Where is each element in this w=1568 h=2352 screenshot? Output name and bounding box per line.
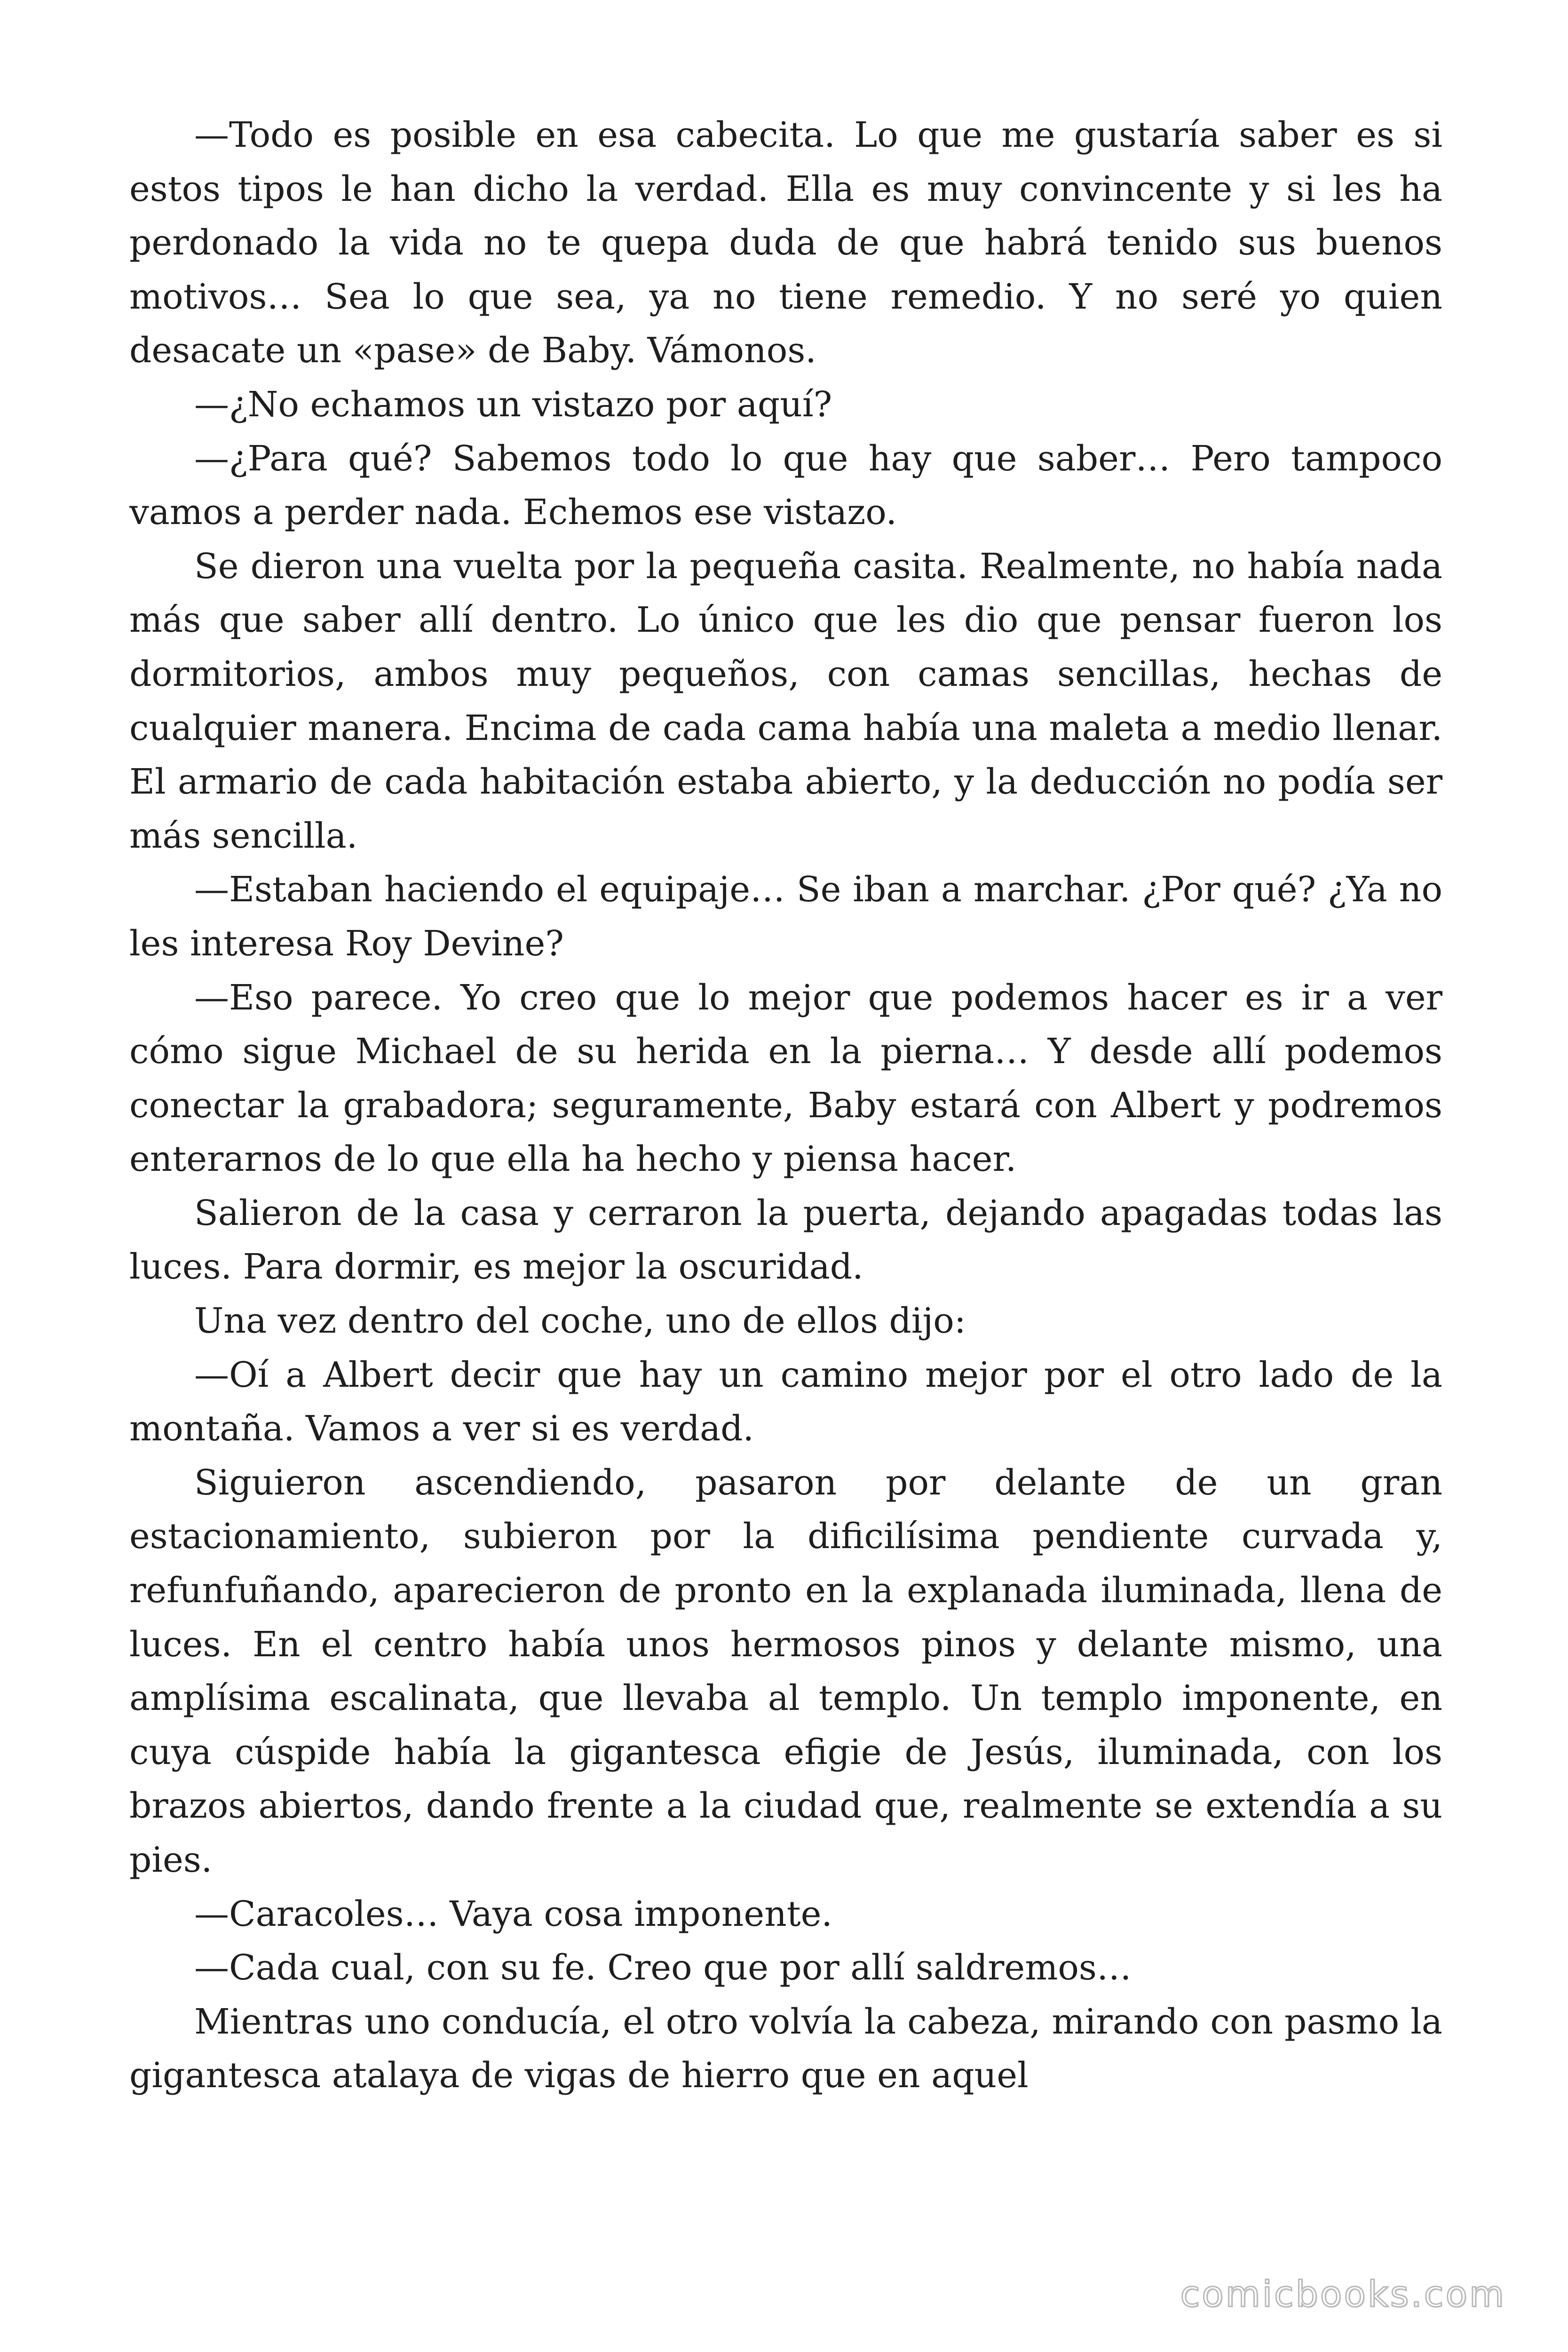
- paragraph: —Cada cual, con su fe. Creo que por allí saldremos…: [194, 1947, 1132, 1988]
- paragraph: Salieron de la casa y cerraron la puerta, dejando apagadas todas las luces. Para dormir, es mejor la oscuridad.: [129, 1192, 1442, 1287]
- paragraph: —Eso parece. Yo creo que lo mejor que podemos hacer es ir a ver cómo sigue Michael de su herida en la pierna… Y desde allí podemos conectar la grabadora; seguramente, Baby estará con Albert y podremos enterarnos de lo que ella ha hecho y piensa hacer.: [129, 977, 1442, 1180]
- page-body: [129, 108, 1442, 2103]
- paragraph: —Oí a Albert decir que hay un camino mejor por el otro lado de la montaña. Vamos a ver si es verdad.: [129, 1354, 1442, 1449]
- paragraph: —Estaban haciendo el equipaje… Se iban a marchar. ¿Por qué? ¿Ya no les interesa Roy Devine?: [129, 869, 1442, 964]
- paragraph: —¿No echamos un vistazo por aquí?: [194, 384, 832, 425]
- paragraph: —Todo es posible en esa cabecita. Lo que me gustaría saber es si estos tipos le han dicho la verdad. Ella es muy convincente y si les ha perdonado la vida no te quepa duda de que habrá tenido sus buenos motivos… Sea lo que sea, ya no tiene remedio. Y no seré yo quien desacate un «pase» de Baby. Vámonos.: [129, 115, 1442, 371]
- watermark: comicbooks.com: [1180, 2273, 1506, 2315]
- paragraph: Mientras uno conducía, el otro volvía la cabeza, mirando con pasmo la gigantesca atalaya de vigas de hierro que en aquel: [129, 2001, 1442, 2096]
- paragraph: —Caracoles… Vaya cosa imponente.: [194, 1893, 832, 1934]
- paragraph: Se dieron una vuelta por la pequeña casita. Realmente, no había nada más que saber allí dentro. Lo único que les dio que pensar fueron los dormitorios, ambos muy pequeños, con camas sencillas, hechas de cualquier manera. Encima de cada cama había una maleta a medio llenar. El armario de cada habitación estaba abierto, y la deducción no podía ser más sencilla.: [129, 546, 1442, 856]
- paragraph: Siguieron ascendiendo, pasaron por delante de un gran estacionamiento, subieron por la dificilísima pendiente curvada y, refunfuñando, aparecieron de pronto en la explanada iluminada, llena de luces. En el centro había unos hermosos pinos y delante mismo, una amplísima escalinata, que llevaba al templo. Un templo imponente, en cuya cúspide había la gigantesca efigie de Jesús, iluminada, con los brazos abiertos, dando frente a la ciudad que, realmente se extendía a su pies.: [129, 1462, 1442, 1880]
- paragraph: Una vez dentro del coche, uno de ellos dijo:: [194, 1301, 966, 1342]
- paragraph: —¿Para qué? Sabemos todo lo que hay que saber… Pero tampoco vamos a perder nada. Echemos ese vistazo.: [129, 438, 1442, 533]
